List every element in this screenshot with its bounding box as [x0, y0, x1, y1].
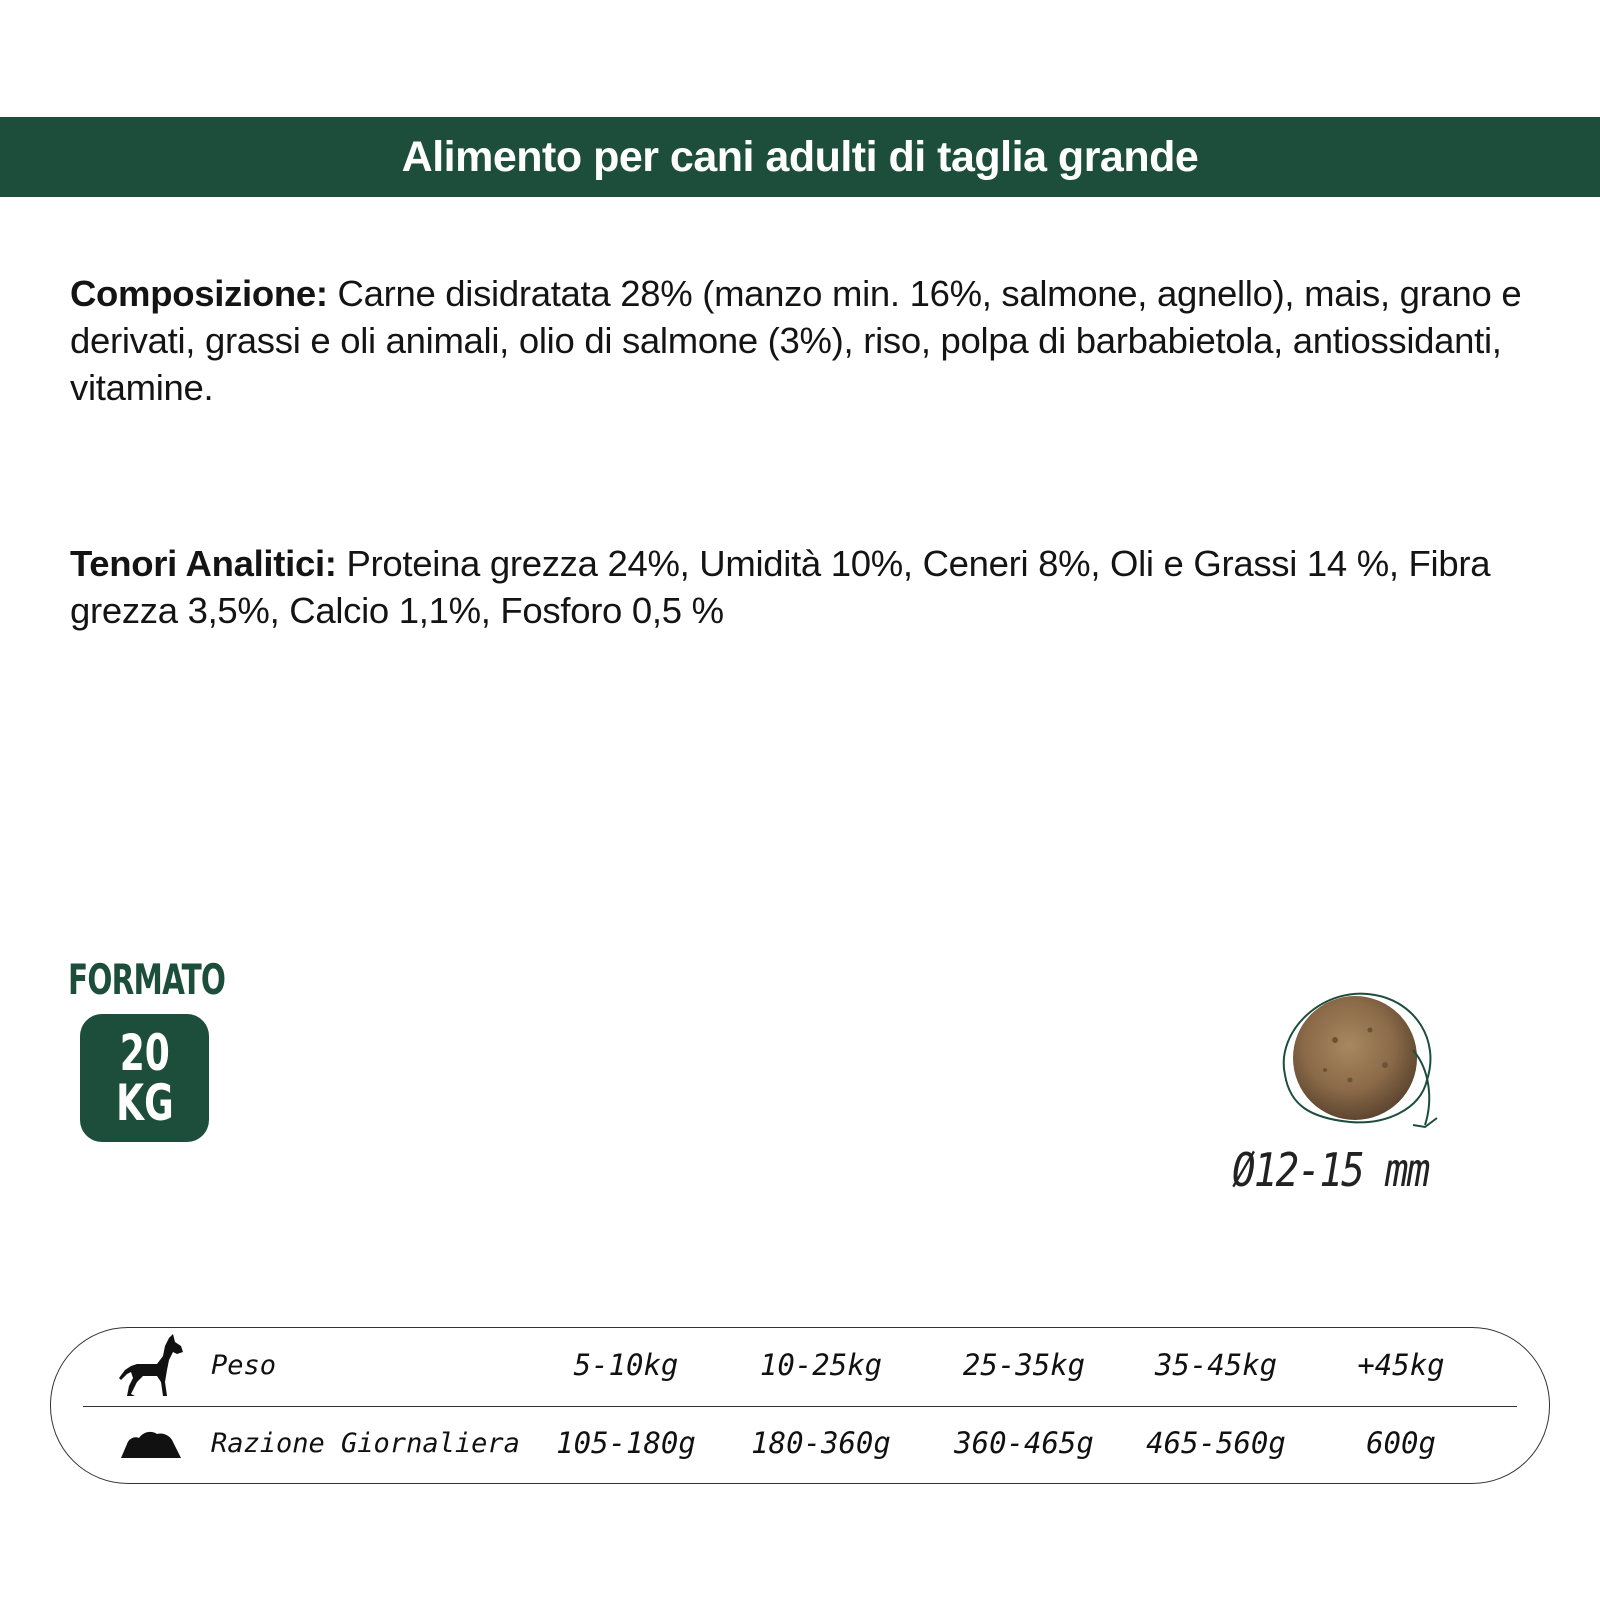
table-row-weight	[51, 1328, 1549, 1406]
ration-value: 180-360g	[751, 1426, 891, 1460]
kibble-size-label: Ø12-15 mm	[1232, 1143, 1429, 1197]
format-badge	[80, 1014, 209, 1142]
weight-value: 25-35kg	[962, 1348, 1086, 1382]
ration-value: 360-465g	[954, 1426, 1094, 1460]
ration-value: 465-560g	[1146, 1426, 1286, 1460]
ration-value: 105-180g	[556, 1426, 696, 1460]
analytics-text: Proteina grezza 24%, Umidità 10%, Ceneri 8%, Oli e Grassi 14 %, Fibra grezza 3,5%, Calcio 1,1%, Fosforo 0,5 %	[70, 543, 1491, 631]
analytics-label: Tenori Analitici:	[70, 543, 337, 584]
table-row-ration	[51, 1406, 1549, 1484]
dog-icon	[117, 1334, 187, 1400]
weight-value: +45kg	[1357, 1348, 1445, 1382]
format-value-number: 20	[119, 1024, 170, 1082]
analytics-paragraph	[70, 540, 1540, 634]
format-label: FORMATO	[68, 955, 226, 1004]
feeding-table	[50, 1327, 1550, 1484]
composition-paragraph	[70, 270, 1540, 411]
banner-title: Alimento per cani adulti di taglia grande	[401, 132, 1199, 181]
weight-row-label: Peso	[211, 1350, 277, 1381]
weight-value: 35-45kg	[1154, 1348, 1278, 1382]
composition-label: Composizione:	[70, 273, 328, 314]
kibble-pile-icon	[119, 1430, 183, 1460]
weight-value: 5-10kg	[573, 1348, 679, 1382]
composition-text: Carne disidratata 28% (manzo min. 16%, salmone, agnello), mais, grano e derivati, grassi e oli animali, olio di salmone (3%), riso, polpa di barbabietola, antiossidanti, vitamine.	[70, 273, 1522, 408]
weight-value: 10-25kg	[759, 1348, 883, 1382]
ration-row-label: Razione Giornaliera	[211, 1428, 520, 1459]
ration-value: 600g	[1366, 1426, 1436, 1460]
title-banner	[0, 117, 1600, 197]
format-value-unit: KG	[115, 1074, 174, 1132]
